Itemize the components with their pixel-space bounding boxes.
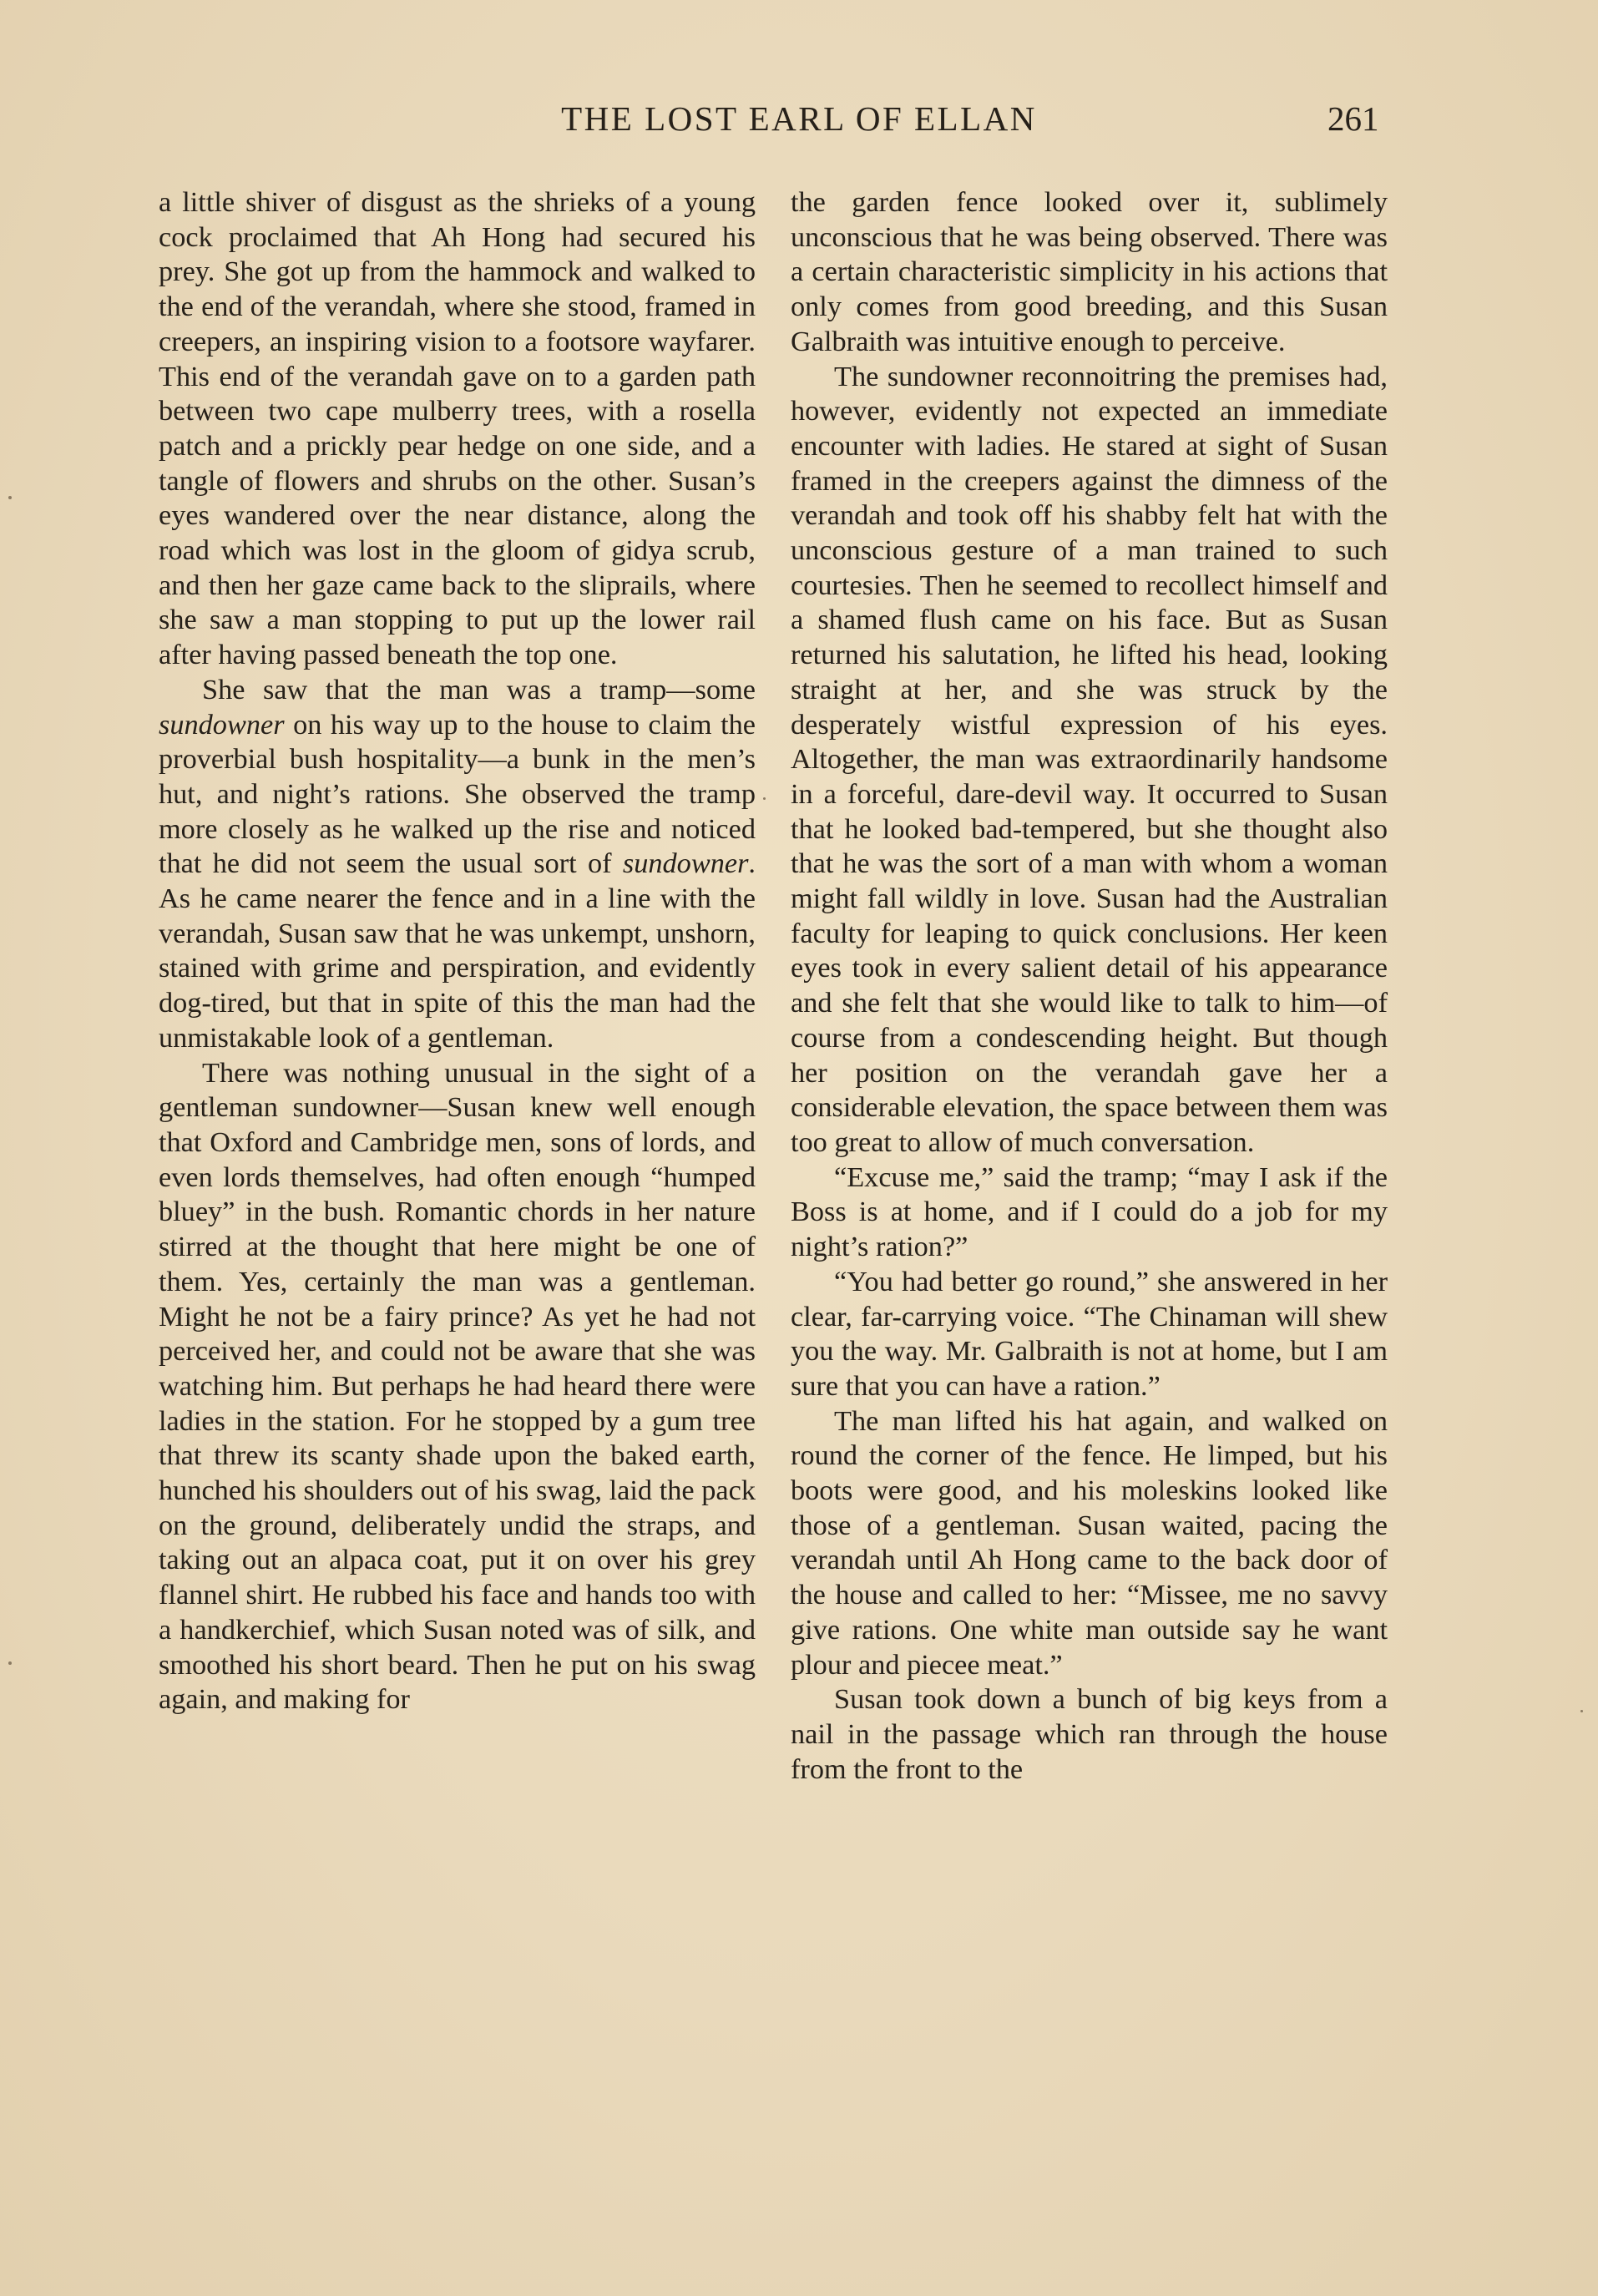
paper-speck	[763, 797, 766, 800]
paragraph: The man lifted his hat again, and walked on round the corner of the fence. He limped, but his boots were good, and his moleskins looked like those of a gentleman. Susan waited, pacing the verandah until Ah Hong came to the back door of the house and called to her: “Missee, me no savvy give rations. One white man outside say he want plour and piecee meat.”	[791, 1404, 1388, 1681]
text-run: . As he came nearer the fence and in a line with the verandah, Susan saw that he was unkempt, unshorn, stained with grime and perspiration, and evidently dog-tired, but that in spite of this the man had the unmistakable look of a gentleman.	[159, 847, 756, 1054]
paragraph: the garden fence looked over it, sublimely unconscious that he was being observed. There was a certain characteristic simplicity in his actions that only comes from good breeding, and this Susan Galbraith was intuitive enough to perceive.	[791, 186, 1388, 357]
left-column	[159, 185, 756, 1717]
paragraph: The sundowner reconnoitring the premises had, however, evidently not expected an immediate encounter with ladies. He stared at sight of Susan framed in the creepers against the dimness of the verandah and took off his shabby felt hat with the unconscious gesture of a man trained to such courtesies. Then he seemed to recollect himself and a shamed flush came on his face. But as Susan returned his salutation, he lifted his head, looking straight at her, and she was struck by the desperately wistful expression of his eyes. Altogether, the man was extraordinarily handsome in a forceful, dare-devil way. It occurred to Susan that he looked bad-tempered, but she thought also that he was the sort of a man with whom a woman might fall wildly in love. Susan had the Australian faculty for leaping to quick conclusions. Her keen eyes took in every salient detail of his appearance and she felt that she would like to talk to him—of course from a condescending height. But though her position on the verandah gave her a considerable elevation, the space between them was too great to allow of much conversation.	[791, 360, 1388, 1158]
paper-speck	[8, 496, 12, 499]
running-title: THE LOST EARL OF ELLAN	[561, 99, 1037, 138]
paragraph: a little shiver of disgust as the shrieks of a young cock proclaimed that Ah Hong had secured his prey. She got up from the hammock and walked to the end of the verandah, where she stood, framed in creepers, an inspiring vision to a footsore wayfarer. This end of the verandah gave on to a garden path between two cape mulberry trees, with a rosella patch and a prickly pear hedge on one side, and a tangle of flowers and shrubs on the other. Susan’s eyes wandered over the near distance, along the road which was lost in the gloom of gidya scrub, and then her gaze came back to the sliprails, where she saw a man stopping to put up the lower rail after having passed beneath the top one.	[159, 186, 756, 671]
text-run: She saw that the man was a tramp—some	[202, 673, 756, 705]
italic-word: sundowner	[159, 708, 285, 741]
right-column	[791, 185, 1388, 1787]
paper-speck	[8, 1661, 12, 1665]
paragraph: Susan took down a bunch of big keys from a nail in the passage which ran through the house from the front to the	[791, 1683, 1388, 1785]
paper-speck	[1580, 1710, 1583, 1712]
paragraph	[159, 673, 756, 1056]
paragraph: There was nothing unusual in the sight of a gentleman sundowner—Susan knew well enough that Oxford and Cambridge men, sons of lords, and even lords themselves, had often enough “humped bluey” in the bush. Romantic chords in her nature stirred at the thought that here might be one of them. Yes, certainly the man was a gentleman. Might he not be a fairy prince? As yet he had not perceived her, and could not be aware that she was watching him. But perhaps he had heard there were ladies in the station. For he stopped by a gum tree that threw its scanty shade upon the baked earth, hunched his shoulders out of his swag, laid the pack on the ground, deliberately undid the straps, and taking out an alpaca coat, put it on over his grey flannel shirt. He rubbed his face and hands too with a handkerchief, which Susan noted was of silk, and smoothed his short beard. Then he put on his swag again, and making for	[159, 1056, 756, 1716]
italic-word: sundowner	[622, 847, 749, 880]
page-number: 261	[1327, 99, 1379, 138]
text-run: on his way up to the house to claim the proverbial bush hospitality—a bunk in the men’s hut, and night’s rations. She observed the tramp more closely as he walked up the rise and noticed that he did not seem the usual sort of	[159, 708, 756, 880]
paragraph: “Excuse me,” said the tramp; “may I ask if the Boss is at home, and if I could do a job for my night’s ration?”	[791, 1161, 1388, 1263]
paragraph: “You had better go round,” she answered in her clear, far-carrying voice. “The Chinaman will shew you the way. Mr. Galbraith is not at home, but I am sure that you can have a ration.”	[791, 1265, 1388, 1402]
